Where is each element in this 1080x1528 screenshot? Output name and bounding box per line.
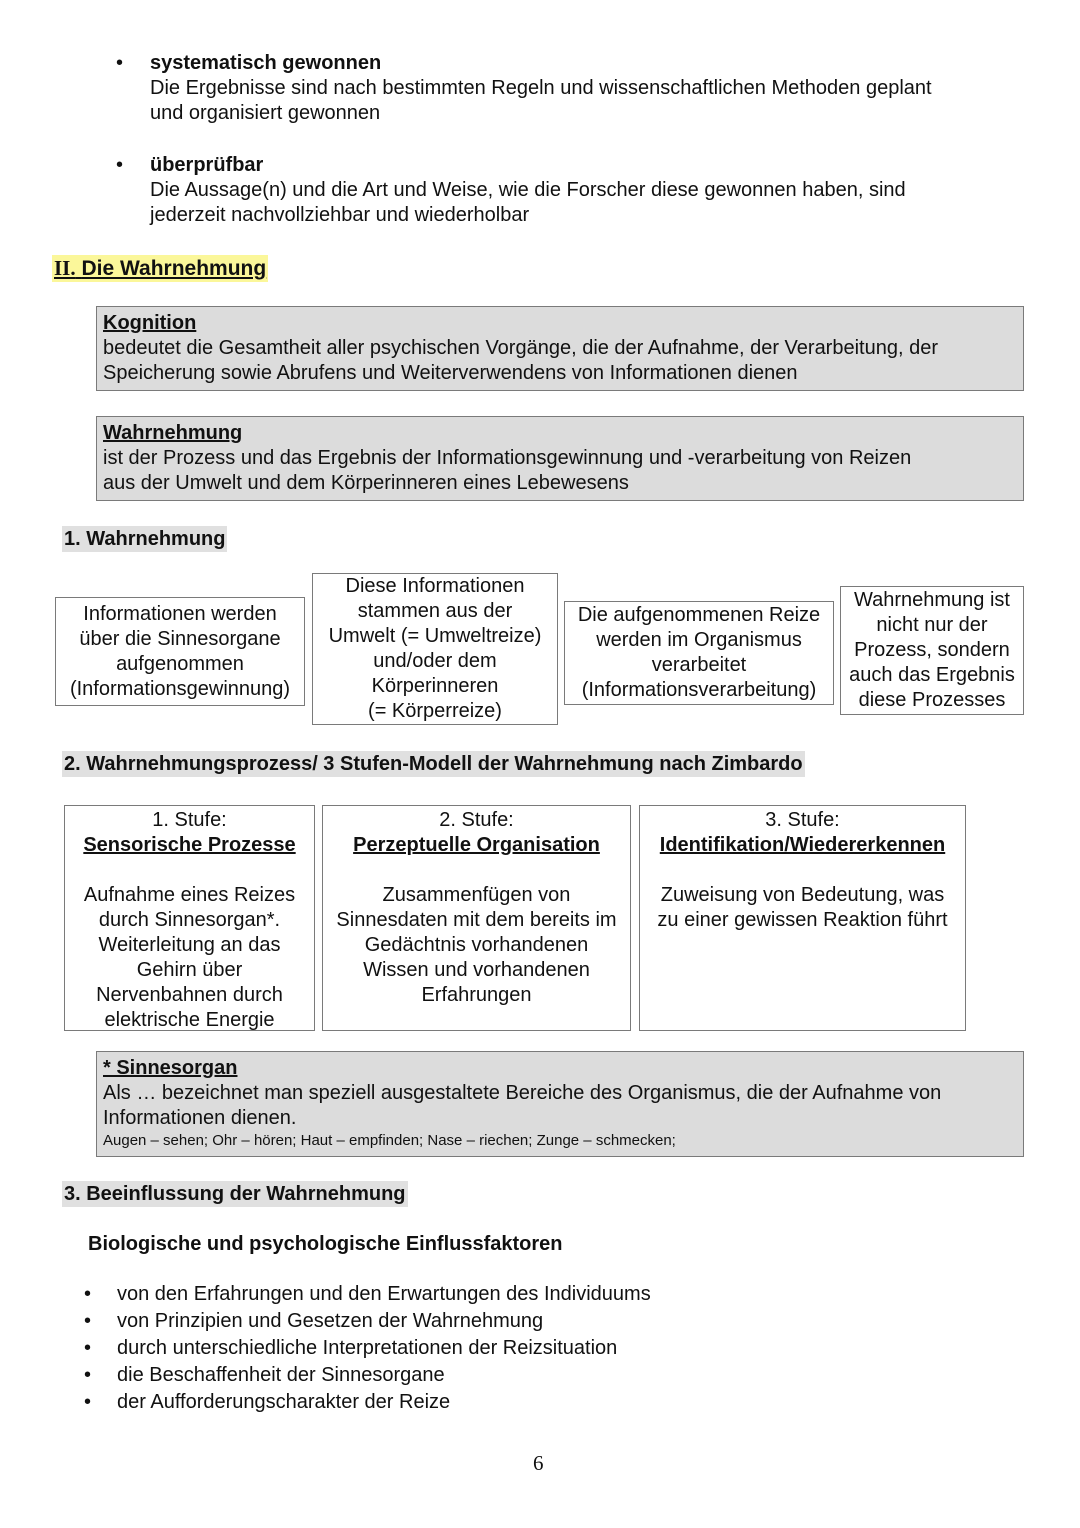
stage-text: Gehirn über	[136, 959, 243, 981]
stage-text: Gedächtnis vorhandenen	[364, 934, 589, 956]
definition-term: Wahrnehmung	[103, 422, 243, 444]
stage-text: Zusammenfügen von	[382, 884, 571, 906]
flow-box-line: (Informationsverarbeitung)	[581, 679, 817, 701]
footnote-term-text: * Sinnesorgan	[103, 1057, 238, 1079]
flow-box-line: (= Körperreize)	[368, 700, 502, 722]
stage-label: 1. Stufe:	[152, 809, 227, 831]
section-heading-3: 3. Beeinflussung der Wahrnehmung	[64, 1183, 406, 1205]
footnote-box-sinnesorgan	[96, 1051, 1024, 1157]
section-heading-2: 2. Wahrnehmungsprozess/ 3 Stufen-Modell der Wahrnehmung nach Zimbardo	[64, 753, 803, 775]
flow-box-line: Wahrnehmung ist	[853, 589, 1010, 611]
flow-box-line: stammen aus der	[357, 600, 513, 622]
definition-box-kognition	[96, 306, 1024, 391]
definition-text: Speicherung sowie Abrufens und Weiterverwendens von Informationen dienen	[103, 362, 798, 384]
intro-bullet-text: Die Ergebnisse sind nach bestimmten Regeln und wissenschaftlichen Methoden geplant	[150, 77, 932, 99]
footnote-examples: Augen – sehen; Ohr – hören; Haut – empfinden; Nase – riechen; Zunge – schmecken;	[103, 1132, 676, 1149]
bullet-icon: •	[84, 1283, 92, 1305]
bullet-icon: •	[116, 154, 124, 176]
list-item	[84, 1389, 450, 1416]
flow-box-line: nicht nur der	[876, 614, 988, 636]
stage-text: Sinnesdaten mit dem bereits im	[336, 909, 617, 931]
stage-box-1	[64, 805, 315, 1031]
stage-text: Zuweisung von Bedeutung, was	[660, 884, 945, 906]
stage-text: Aufnahme eines Reizes	[83, 884, 296, 906]
page-number: 6	[533, 1451, 544, 1475]
flow-box-1	[55, 597, 305, 706]
stage-label: 2. Stufe:	[439, 809, 514, 831]
stage-title: Sensorische Prozesse	[83, 834, 296, 856]
flow-box-line: (Informationsgewinnung)	[69, 677, 291, 700]
flow-box-line: Prozess, sondern	[854, 639, 1010, 661]
bullet-icon: •	[84, 1364, 92, 1386]
flow-box-line: Die aufgenommenen Reize	[577, 604, 821, 626]
list-item	[84, 1281, 651, 1308]
stage-text: Weiterleitung an das	[98, 934, 281, 956]
footnote-text: Als … bezeichnet man speziell ausgestaltete Bereiche des Organismus, die der Aufnahme von	[103, 1082, 942, 1104]
definition-text: bedeutet die Gesamtheit aller psychischen Vorgänge, die der Aufnahme, der Verarbeitung, der	[103, 337, 938, 359]
intro-bullet-2	[150, 153, 906, 228]
definition-text: ist der Prozess und das Ergebnis der Informationsgewinnung und -verarbeitung von Reizen	[103, 447, 912, 469]
list-item-text: von Prinzipien und Gesetzen der Wahrnehmung	[117, 1310, 544, 1332]
stage-text: Wissen und vorhandenen	[363, 959, 590, 981]
list-item	[84, 1335, 617, 1362]
definition-box-wahrnehmung	[96, 416, 1024, 501]
bullet-icon: •	[84, 1391, 92, 1413]
subheading-einflussfaktoren: Biologische und psychologische Einflussfaktoren	[88, 1233, 563, 1255]
stage-box-3	[639, 805, 966, 1031]
flow-box-line: diese Prozesses	[858, 689, 1006, 711]
stage-text: zu einer gewissen Reaktion führt	[657, 909, 948, 931]
intro-bullet-text: Die Aussage(n) und die Art und Weise, wie die Forscher diese gewonnen haben, sind	[150, 179, 906, 201]
intro-bullet-title: systematisch gewonnen	[150, 52, 382, 74]
intro-bullet-title: überprüfbar	[150, 154, 264, 176]
flow-box-2	[312, 573, 558, 725]
flow-box-4	[840, 586, 1024, 715]
flow-box-line: Informationen werden	[83, 602, 277, 625]
footnote-text: Informationen dienen.	[103, 1107, 297, 1129]
flow-box-line: auch das Ergebnis	[849, 664, 1015, 686]
flow-box-line: Diese Informationen	[345, 575, 525, 597]
stage-title: Perzeptuelle Organisation	[353, 834, 600, 856]
stage-label: 3. Stufe:	[765, 809, 840, 831]
list-item	[84, 1308, 543, 1335]
flow-box-line: und/oder dem	[373, 650, 497, 672]
stage-text: Erfahrungen	[421, 984, 532, 1006]
stage-text: elektrische Energie	[104, 1009, 275, 1031]
list-item-text: der Aufforderungscharakter der Reize	[117, 1391, 451, 1413]
flow-box-line: verarbeitet	[651, 654, 747, 676]
flow-box-line: werden im Organismus	[596, 629, 802, 651]
flow-box-line: Körperinneren	[371, 675, 499, 697]
chapter-title: Die Wahrnehmung	[81, 257, 267, 280]
flow-box-3	[564, 601, 834, 705]
footnote-term	[103, 1056, 1017, 1081]
bullet-icon: •	[84, 1310, 92, 1332]
chapter-number: II.	[54, 256, 76, 280]
stage-text: durch Sinnesorgan*.	[98, 909, 281, 931]
section-heading-1: 1. Wahrnehmung	[64, 528, 226, 550]
stage-text: Nervenbahnen durch	[96, 984, 283, 1006]
flow-box-line: Umwelt (= Umweltreize)	[328, 625, 542, 647]
stage-title: Identifikation/Wiedererkennen	[659, 834, 946, 856]
flow-box-line: über die Sinnesorgane	[79, 627, 281, 650]
bullet-icon: •	[116, 52, 124, 74]
flow-box-line: aufgenommen	[116, 652, 244, 675]
definition-text: aus der Umwelt und dem Körperinneren eines Lebewesens	[103, 472, 629, 494]
list-item	[84, 1362, 445, 1389]
intro-bullet-text: und organisiert gewonnen	[150, 102, 381, 124]
intro-bullet-text: jederzeit nachvollziehbar und wiederholbar	[150, 204, 530, 226]
list-item-text: die Beschaffenheit der Sinnesorgane	[117, 1364, 445, 1386]
definition-term: Kognition	[103, 312, 197, 334]
chapter-heading	[52, 255, 268, 282]
intro-bullet-1	[150, 51, 932, 126]
list-item-text: durch unterschiedliche Interpretationen der Reizsituation	[117, 1337, 618, 1359]
list-item-text: von den Erfahrungen und den Erwartungen des Individuums	[117, 1283, 651, 1305]
bullet-icon: •	[84, 1337, 92, 1359]
stage-box-2	[322, 805, 631, 1031]
